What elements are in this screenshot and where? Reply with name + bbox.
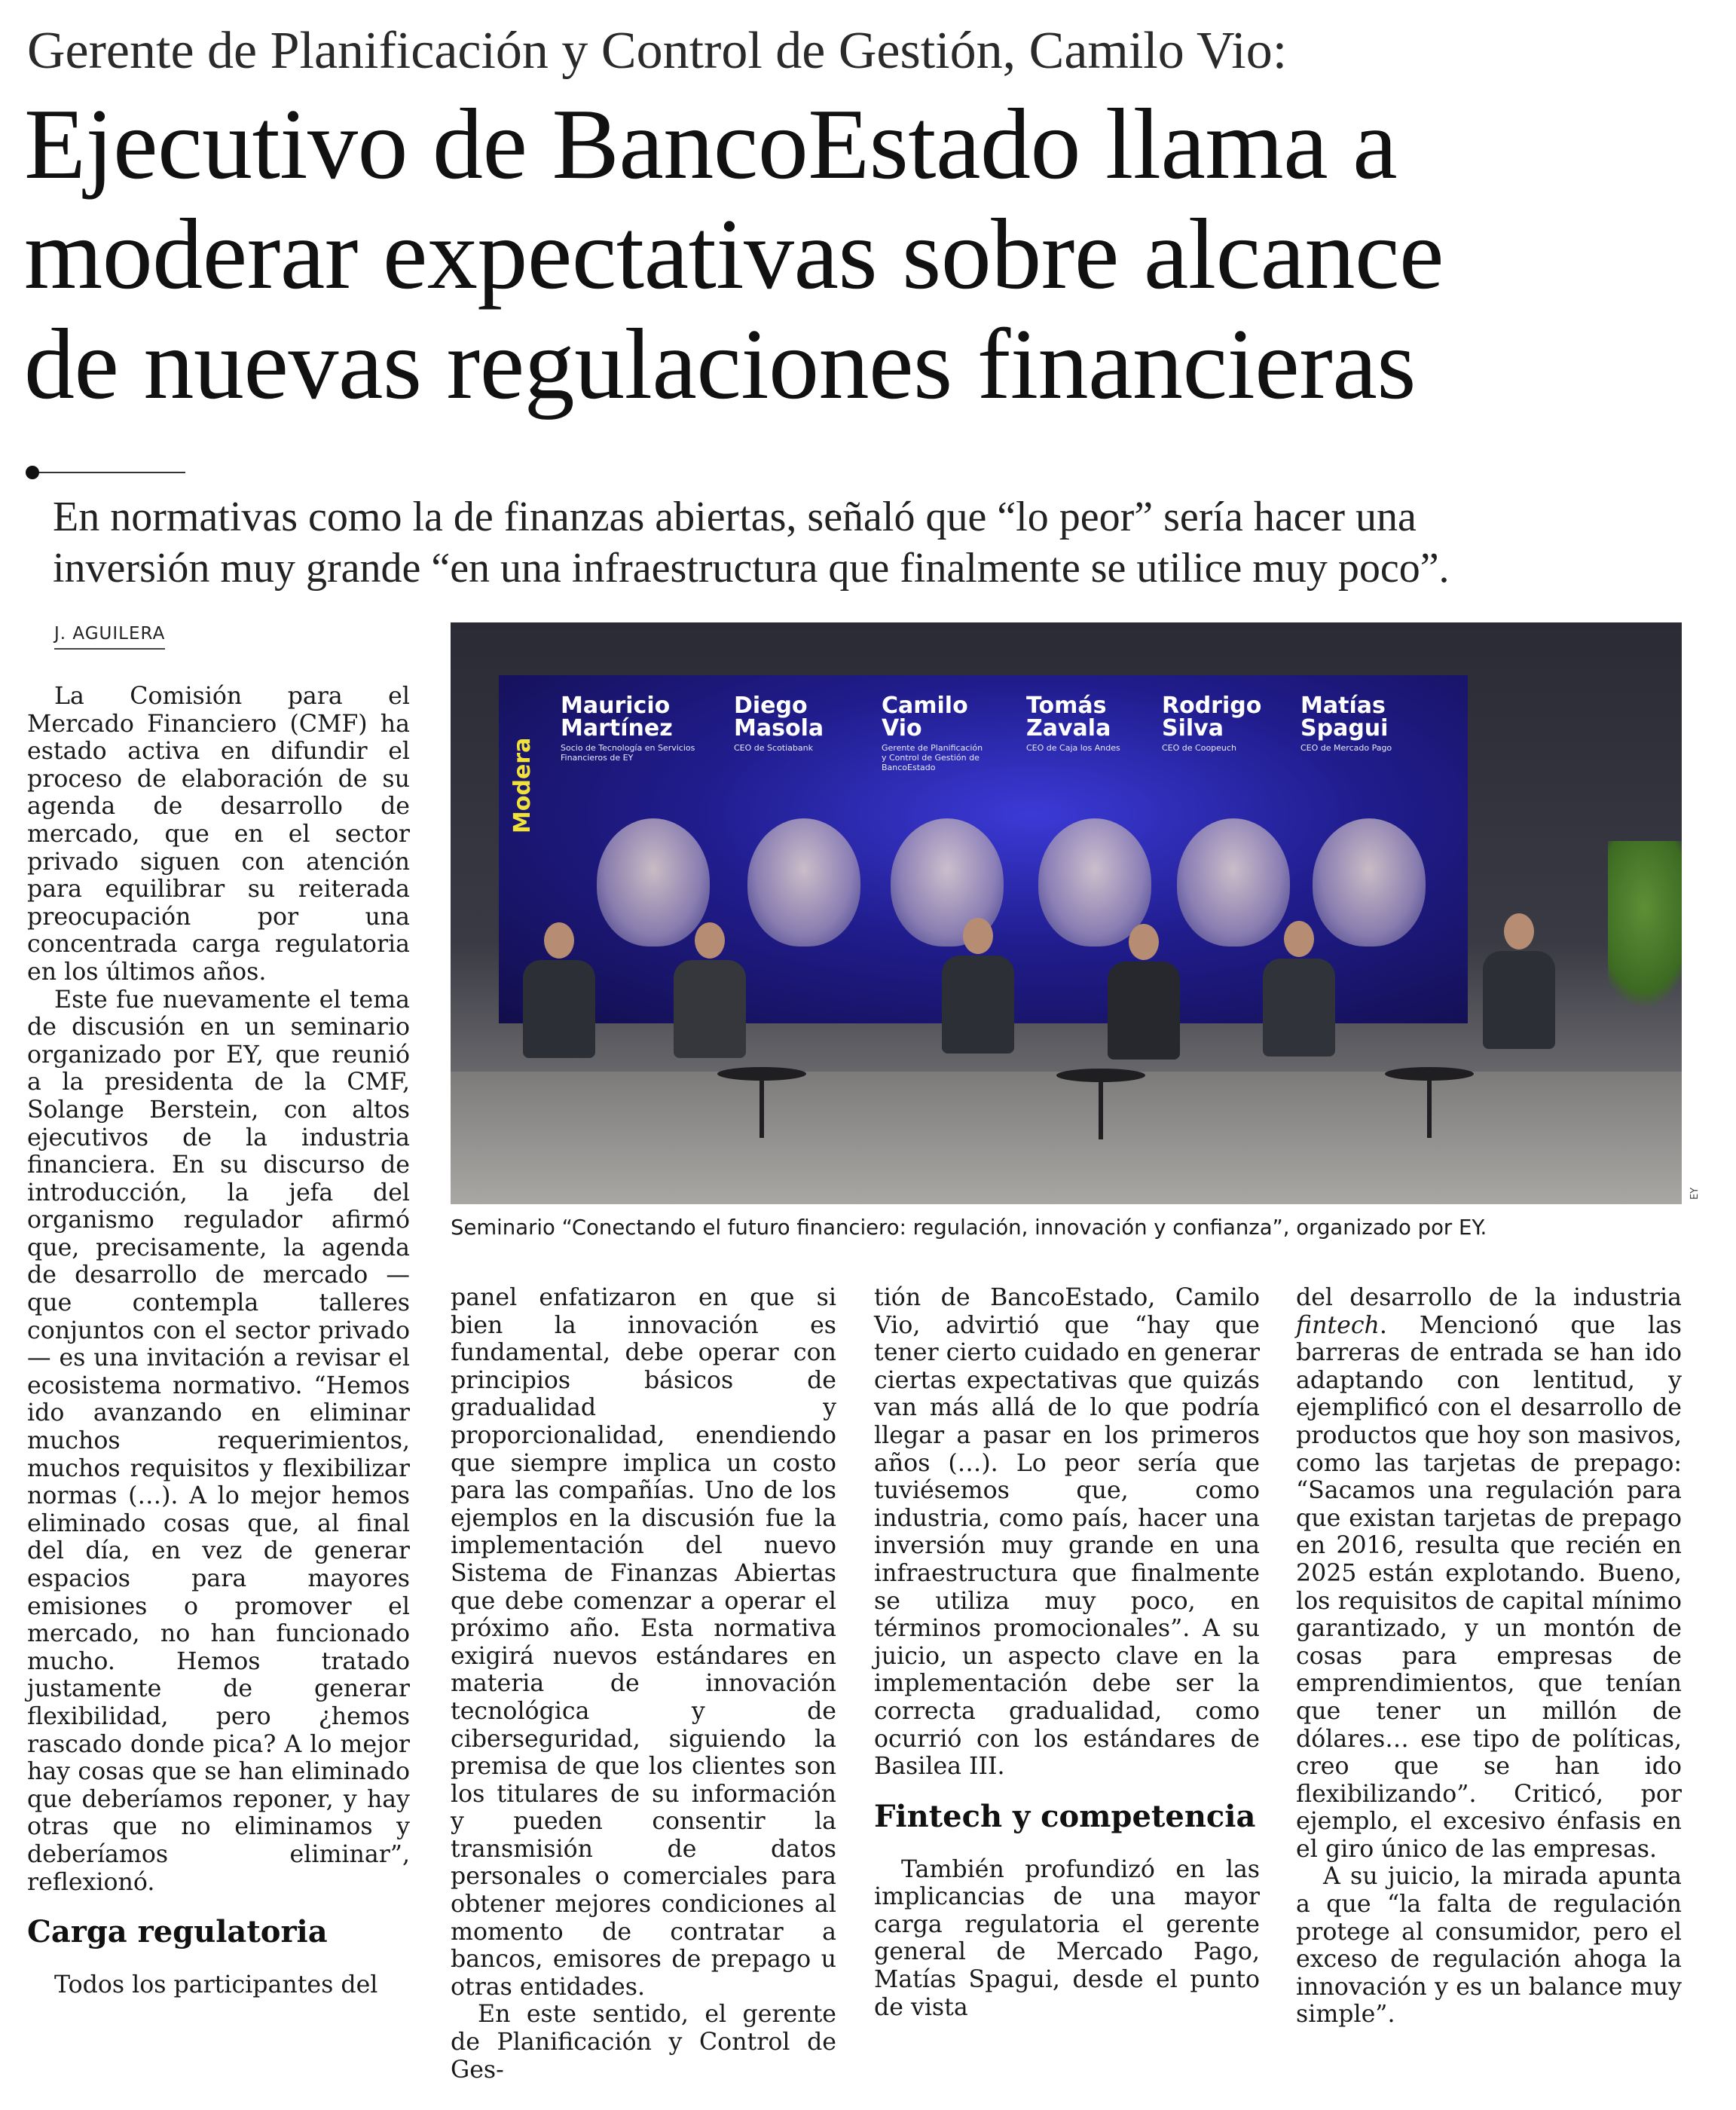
headline-line-2: moderar expectativas sobre alcance bbox=[24, 198, 1444, 310]
speaker-5 bbox=[1162, 695, 1267, 753]
kicker: Gerente de Planificación y Control de Gestión, Camilo Vio: bbox=[27, 22, 1288, 80]
speaker-2 bbox=[734, 695, 854, 753]
column-4 bbox=[1296, 1284, 1682, 2029]
speaker-3-first: Camilo bbox=[882, 693, 968, 719]
side-table-1-leg bbox=[760, 1078, 764, 1138]
panelist-4 bbox=[1108, 924, 1180, 1060]
paragraph-3-start: Todos los participantes del bbox=[54, 1971, 378, 1999]
speaker-6-role: CEO de Mercado Pago bbox=[1300, 743, 1392, 753]
speaker-1-role: Socio de Tecnología en Servicios Financieros de EY bbox=[561, 743, 695, 763]
subhead-fintech: Fintech y competencia bbox=[874, 1798, 1256, 1834]
paragraph-1: La Comisión para el Mercado Financiero (CMF) ha estado activa en difundir el proceso de elaboración de su agenda de desarrollo de mercado, que en el sector privado siguen con atención para equilibrar su reiterada preocupación por una concentrada carga regulatoria en los últimos años. bbox=[27, 683, 410, 986]
panelist-6 bbox=[1483, 913, 1555, 1049]
speaker-4-first: Tomás bbox=[1026, 693, 1107, 719]
moderator-label: Modera bbox=[509, 737, 536, 833]
panel-photo bbox=[451, 622, 1682, 1204]
divider-dot bbox=[26, 466, 39, 479]
divider-line bbox=[33, 472, 185, 473]
headline-line-1: Ejecutivo de BancoEstado llama a bbox=[24, 88, 1398, 200]
plant bbox=[1608, 841, 1682, 1007]
headline bbox=[24, 89, 1719, 419]
panelist-3 bbox=[942, 918, 1014, 1053]
column-1 bbox=[27, 683, 410, 1999]
speaker-3-last: Vio bbox=[882, 715, 922, 742]
speaker-4-role: CEO de Caja los Andes bbox=[1026, 743, 1120, 753]
speaker-3 bbox=[882, 695, 987, 772]
panelist-1 bbox=[523, 922, 595, 1058]
byline: J. AGUILERA bbox=[54, 624, 165, 650]
paragraph-5-cont bbox=[1296, 1284, 1682, 1863]
speaker-4-last: Zavala bbox=[1026, 715, 1111, 742]
paragraph-4-cont: tión de BancoEstado, Camilo Vio, advirtió que “hay que tener cierto cuidado en generar ciertas expectativas que quizás van más allá de lo que podría llegar a pasar en los primeros años (…). Lo peor sería que tuviésemos que, como industria, como país, hacer una inversión muy grande en una infraestructura que finalmente se utiliza muy poco, en términos promocionales”. A su juicio, un aspecto clave en la implementación debe ser la correcta gradualidad, como ocurrió con los estándares de Basilea III. bbox=[874, 1284, 1260, 1781]
speaker-2-role: CEO de Scotiabank bbox=[734, 743, 813, 753]
speaker-4 bbox=[1026, 695, 1132, 753]
column-3 bbox=[874, 1284, 1260, 2021]
paragraph-5-cont-pre: del desarrollo de la industria bbox=[1296, 1284, 1682, 1311]
photo-caption: Seminario “Conectando el futuro financiero: regulación, innovación y confianza”, organizado por EY. bbox=[451, 1216, 1487, 1240]
speaker-2-last: Masola bbox=[734, 715, 824, 742]
paragraph-6: A su juicio, la mirada apunta a que “la falta de regulación protege al consumidor, pero el exceso de regulación ahoga la innovación y es un balance muy simple”. bbox=[1296, 1863, 1682, 2029]
screen-face-2 bbox=[747, 818, 860, 946]
deck-line-2: inversión muy grande “en una infraestructura que finalmente se utilice muy poco”. bbox=[53, 545, 1450, 592]
speaker-6 bbox=[1300, 695, 1406, 753]
panelist-2 bbox=[674, 922, 746, 1058]
side-table-2-leg bbox=[1099, 1079, 1103, 1139]
side-table-3-leg bbox=[1427, 1078, 1432, 1138]
speaker-1-first: Mauricio bbox=[561, 693, 671, 719]
paragraph-2: Este fue nuevamente el tema de discusión en un seminario organizado por EY, que reunió a la presidenta de la CMF, Solange Berstein, con altos ejecutivos de la industria financiera. En su discurso de introducción, la jefa del organismo regulador afirmó que, precisamente, la agenda de desarrollo de mercado —que contempla talleres conjuntos con el sector privado— es una invitación a revisar el ecosistema normativo. “Hemos ido avanzando en eliminar muchos requerimientos, muchos requisitos y flexibilizar normas (…). A lo mejor hemos eliminado cosas que, al final del día, en vez de generar espacios para mayores emisiones o promover el mercado, no han funcionado mucho. Hemos tratado justamente de generar flexibilidad, pero ¿hemos rascado donde pica? A lo mejor hay cosas que se han eliminado que deberíamos reponer, y hay otras que no eliminamos y deberíamos eliminar”, reflexionó. bbox=[27, 986, 410, 1896]
stage-floor bbox=[451, 1072, 1682, 1204]
paragraph-5-cont-post: . Mencionó que las barreras de entrada se han ido adaptando con lentitud, y ejemplificó con el desarrollo de productos que hoy son masivos, como las tarjetas de prepago: “Sacamos una regulación para que existan tarjetas de prepago en 2016, resulta que recién en 2025 están explotando. Bueno, los requisitos de capital mínimo garantizado, y un montón de cosas para empresas de emprendimientos, que tenían que tener un millón de dólares… ese tipo de políticas, creo que se han ido flexibilizando”. Criticó, por ejemplo, el excesivo énfasis en el giro único de las empresas. bbox=[1296, 1311, 1682, 1863]
speaker-5-role: CEO de Coopeuch bbox=[1162, 743, 1236, 753]
speaker-1-last: Martínez bbox=[561, 715, 673, 742]
speaker-1 bbox=[561, 695, 719, 763]
deck-line-1: En normativas como la de finanzas abiertas, señaló que “lo peor” sería hacer una bbox=[53, 494, 1417, 540]
paragraph-3-cont: panel enfatizaron en que si bien la innovación es fundamental, debe operar con principios básicos de gradualidad y proporcionalidad, enendiendo que siempre implica un costo para las compañías. Uno de los ejemplos en la discusión fue la implementación del nuevo Sistema de Finanzas Abiertas que debe comenzar a operar el próximo año. Esta normativa exigirá nuevos estándares en materia de innovación tecnológica y de ciberseguridad, siguiendo la premisa de que los clientes son los titulares de su información y pueden consentir la transmisión de datos personales o comerciales para obtener mejores condiciones al momento de contratar a bancos, emisores de prepago u otras entidades. bbox=[451, 1284, 836, 2001]
headline-line-3: de nuevas regulaciones financieras bbox=[24, 308, 1416, 420]
photo-credit: EY bbox=[1689, 1187, 1701, 1200]
speaker-5-first: Rodrigo bbox=[1162, 693, 1262, 719]
speaker-3-role: Gerente de Planificación y Control de Gestión de BancoEstado bbox=[882, 743, 983, 772]
speaker-5-last: Silva bbox=[1162, 715, 1224, 742]
speaker-2-first: Diego bbox=[734, 693, 808, 719]
deck bbox=[53, 491, 1710, 594]
panelist-5 bbox=[1263, 921, 1335, 1057]
fintech-term: fintech bbox=[1296, 1311, 1380, 1339]
speaker-6-last: Spagui bbox=[1300, 715, 1389, 742]
paragraph-4-start: En este sentido, el gerente de Planificación y Control de Ges- bbox=[451, 2001, 836, 2084]
paragraph-5-start: También profundizó en las implicancias de una mayor carga regulatoria el gerente general de Mercado Pago, Matías Spagui, desde el punto de vista bbox=[874, 1855, 1260, 2021]
subhead-carga-regulatoria: Carga regulatoria bbox=[27, 1914, 328, 1950]
speaker-6-first: Matías bbox=[1300, 693, 1386, 719]
column-2 bbox=[451, 1284, 836, 2084]
